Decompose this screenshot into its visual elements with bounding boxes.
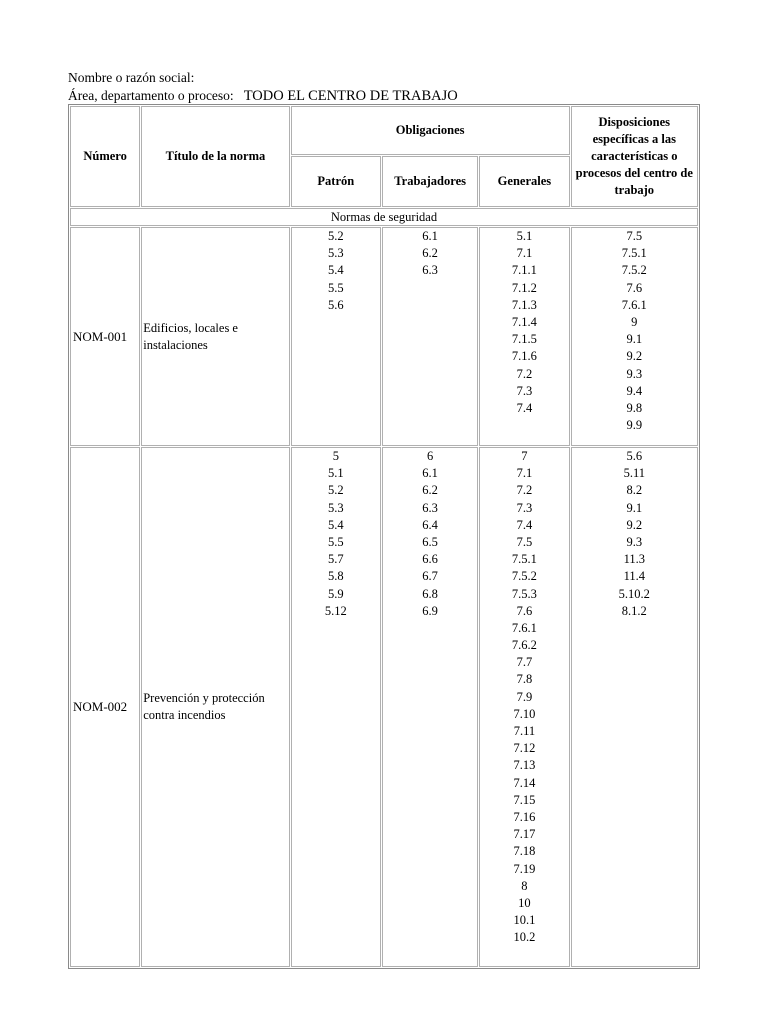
clause-number: 5.4 [328,517,344,532]
row-titulo: Prevención y protección contra incendios [141,447,289,967]
row-numero: NOM-002 [70,447,140,967]
clause-number: 6.8 [422,586,438,601]
row-patron [291,447,381,967]
clause-number: 5.5 [328,280,344,295]
row-trabajadores [382,227,478,446]
clause-number: 5.5 [328,534,344,549]
clause-number: 11.4 [623,569,645,584]
clause-number: 7.4 [516,400,533,415]
header-patron: Patrón [291,156,381,207]
area-label: Área, departamento o proceso: [68,88,234,103]
row-disposiciones [571,447,698,967]
row-disposiciones [571,227,698,446]
clause-number: 9.9 [626,418,643,433]
clause-number: 6.2 [422,483,438,498]
clause-number: 9.3 [626,534,643,549]
clause-number: 8 [521,878,528,893]
area-value: TODO EL CENTRO DE TRABAJO [243,88,458,104]
clause-number: 7.1.3 [511,297,537,312]
clause-number: 7.6 [516,603,533,618]
clause-number: 7.15 [513,792,536,807]
clause-number: 10.1 [513,913,536,928]
area-line [68,87,458,105]
clause-number: 6.1 [422,229,438,243]
clause-number: 7.12 [513,741,536,756]
clause-number: 5.6 [626,449,643,463]
clause-number: 5.9 [328,586,344,601]
clause-number: 9.1 [626,332,643,347]
clause-number: 7.1.1 [511,263,537,278]
clause-number: 11.3 [623,552,645,567]
clause-number: 7.5.3 [511,586,537,601]
clause-number: 5.11 [623,466,645,481]
norms-table [68,104,700,969]
clause-number: 7.5 [626,229,643,243]
clause-number: 7.13 [513,758,536,773]
row-generales [479,447,569,967]
clause-number: 5.4 [328,263,344,278]
clause-number: 7.16 [513,809,536,824]
clause-number: 7.3 [516,500,533,515]
clause-number: 5.7 [328,552,344,567]
section-title: Normas de seguridad [70,208,698,226]
clause-number: 7.7 [516,655,533,670]
clause-number: 5.1 [328,466,344,481]
clause-number: 7.9 [516,689,533,704]
clause-number: 7.5.2 [511,569,537,584]
clause-number: 8.2 [626,483,643,498]
row-trabajadores [382,447,478,967]
clause-number: 6.9 [422,603,438,618]
clause-number: 5 [332,449,339,463]
clause-number: 9.3 [626,366,643,381]
header-numero: Número [70,106,140,207]
clause-number: 7.5.1 [511,552,537,567]
row-generales [479,227,569,446]
clause-number: 5.3 [328,246,344,261]
clause-number: 7.1 [516,246,533,261]
clause-number: 5.2 [328,483,344,498]
clause-number: 7.5.1 [621,246,647,261]
clause-number: 7.18 [513,844,536,859]
clause-number: 6.2 [422,246,438,261]
clause-number: 7.2 [516,483,533,498]
clause-number: 5.1 [516,229,533,243]
clause-number: 9.1 [626,500,643,515]
clause-number: 6 [426,449,434,463]
clause-number: 7.4 [516,517,533,532]
clause-number: 9 [631,314,638,329]
clause-number: 10.2 [513,930,536,945]
clause-number: 6.1 [422,466,438,481]
header-titulo: Título de la norma [141,106,289,207]
clause-number: 7.3 [516,383,533,398]
clause-number: 7.6.2 [511,638,537,653]
clause-number: 7.8 [516,672,533,687]
clause-number: 7.5 [516,534,533,549]
row-numero: NOM-001 [70,227,140,446]
clause-number: 7.6.1 [621,297,647,312]
clause-number: 5.8 [328,569,344,584]
clause-number: 7.1.5 [511,332,537,347]
company-name-label: Nombre o razón social: [68,70,195,85]
clause-number: 8.1.2 [621,603,647,618]
clause-number: 7.11 [513,724,536,738]
header-disposiciones: Disposiciones específicas a las características o procesos del centro de trabajo [571,106,698,207]
clause-number: 7.1.4 [511,314,537,329]
clause-number: 7.5.2 [621,263,647,278]
clause-number: 6.6 [422,552,438,567]
clause-number: 5.12 [324,603,347,618]
clause-number: 5.3 [328,500,344,515]
table-row [70,447,698,967]
clause-number: 9.2 [626,517,643,532]
clause-number: 7.10 [513,706,536,721]
clause-number: 7.1 [516,466,533,481]
clause-number: 5.6 [328,297,344,312]
clause-number: 7.1.2 [511,280,537,295]
clause-number: 7.1.6 [511,349,537,364]
clause-number: 6.4 [422,517,438,532]
header-trabajadores: Trabajadores [382,156,478,207]
clause-number: 6.3 [422,500,438,515]
clause-number: 7.6 [626,280,643,295]
row-patron [291,227,381,446]
clause-number: 9.4 [626,383,643,398]
clause-number: 9.2 [626,349,643,364]
table-row [70,227,698,446]
clause-number: 7.2 [516,366,533,381]
clause-number: 5.2 [328,229,344,243]
clause-number: 7.6.1 [511,620,537,635]
row-titulo: Edificios, locales e instalaciones [141,227,289,446]
clause-number: 6.5 [422,534,438,549]
clause-number: 10 [518,895,531,910]
header-generales: Generales [479,156,569,207]
clause-number: 7.17 [513,827,536,842]
header-obligaciones: Obligaciones [291,106,570,155]
clause-number: 6.7 [422,569,438,584]
clause-number: 7 [521,449,528,463]
clause-number: 9.8 [626,400,643,415]
clause-number: 6.3 [422,263,438,278]
clause-number: 7.19 [513,861,536,876]
clause-number: 7.14 [513,775,536,790]
clause-number: 5.10.2 [618,586,650,601]
